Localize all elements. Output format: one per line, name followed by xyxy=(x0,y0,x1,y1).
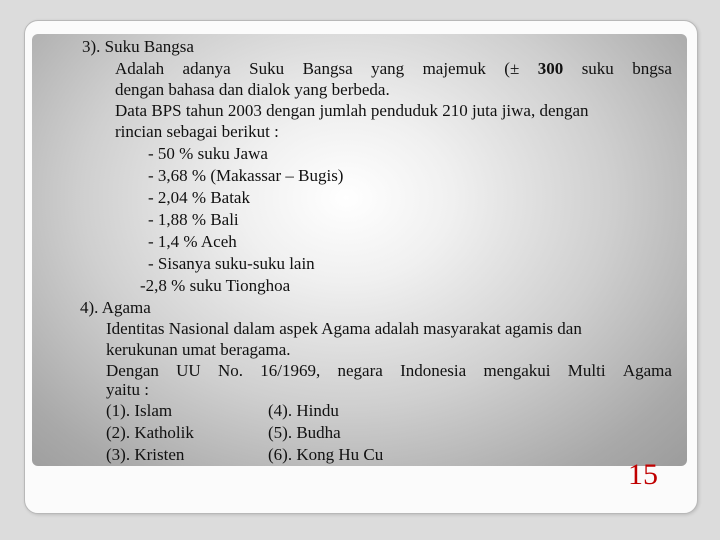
religion-hindu: (4). Hindu xyxy=(268,401,339,420)
section-4-paragraph-1-line-1: Identitas Nasional dalam aspek Agama adalah masyarakat agamis dan xyxy=(106,319,582,338)
section-3-paragraph-2-line-1: Data BPS tahun 2003 dengan jumlah penduduk 210 juta jiwa, dengan xyxy=(115,101,589,120)
section-3-paragraph-1-line-2: dengan bahasa dan dialok yang berbeda. xyxy=(115,80,390,99)
section-3-paragraph-1-line-1: Adalah adanya Suku Bangsa yang majemuk (± 300 suku bngsa xyxy=(115,59,672,78)
section-3-paragraph-2-line-2: rincian sebagai berikut : xyxy=(115,122,279,141)
religion-kong-hu-cu: (6). Kong Hu Cu xyxy=(268,445,384,464)
section-3-title: 3). Suku Bangsa xyxy=(82,37,194,56)
section-4-paragraph-2-line-2: yaitu : xyxy=(106,380,149,399)
list-item-bali: - 1,88 % Bali xyxy=(148,210,239,229)
list-item-makassar-bugis: - 3,68 % (Makassar – Bugis) xyxy=(148,166,344,185)
list-item-tionghoa: -2,8 % suku Tionghoa xyxy=(140,276,291,295)
list-item-lainnya: - Sisanya suku-suku lain xyxy=(148,254,315,273)
list-item-batak: - 2,04 % Batak xyxy=(148,188,250,207)
religion-budha: (5). Budha xyxy=(268,423,341,442)
page-number: 15 xyxy=(628,458,658,491)
list-item-aceh: - 1,4 % Aceh xyxy=(148,232,237,251)
section-4-title: 4). Agama xyxy=(80,298,151,317)
list-item-jawa: - 50 % suku Jawa xyxy=(148,144,268,163)
religion-islam: (1). Islam xyxy=(106,401,173,420)
religion-katholik: (2). Katholik xyxy=(106,423,194,442)
section-4-paragraph-2-line-1: Dengan UU No. 16/1969, negara Indonesia mengakui Multi Agama xyxy=(106,361,672,380)
religion-kristen: (3). Kristen xyxy=(106,445,185,464)
section-4-paragraph-1-line-2: kerukunan umat beragama. xyxy=(106,340,291,359)
